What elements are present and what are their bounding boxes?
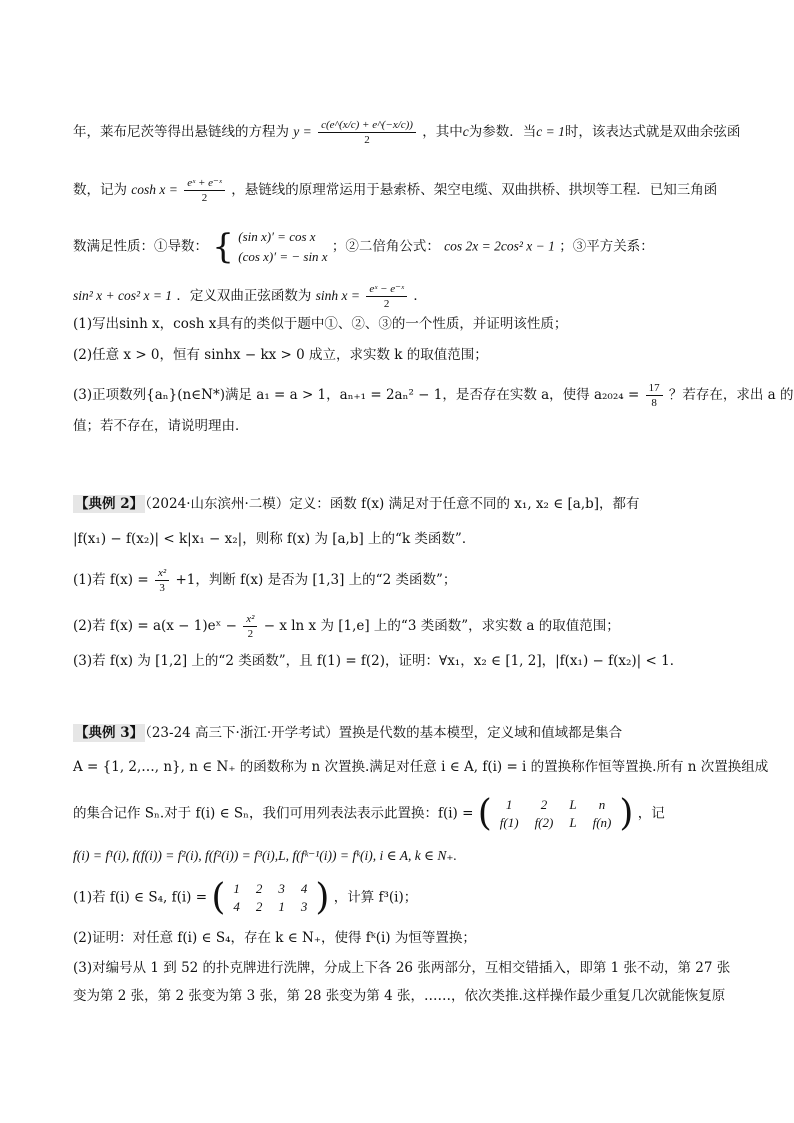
matrix-cell: L <box>569 815 577 830</box>
ex2-question-2 <box>73 612 734 641</box>
permutation-matrix <box>477 793 634 834</box>
matrix-cell: 1 <box>233 881 240 896</box>
fraction-numerator: eˣ + e⁻ˣ <box>184 176 225 191</box>
text: （23-24 高三下·浙江·开学考试）置换是代数的基本模型，定义域和值域都是集合 <box>145 725 623 741</box>
matrix-cell: f(n) <box>592 815 612 830</box>
fraction-denominator: 8 <box>651 397 657 409</box>
text: ？若存在，求出 a 的 <box>668 387 794 403</box>
equation-system <box>238 227 327 267</box>
p1-line1 <box>73 118 741 147</box>
ex2-header <box>73 494 734 514</box>
ex3-header <box>73 723 734 743</box>
ex3-line4: f(i) = f¹(i), f(f(i)) = f²(i), f(f²(i)) = f³(i),L, f(fᵏ⁻¹(i)) = fᵏ(i), i ∈ A, k ∈ N₊. <box>73 848 457 863</box>
math-inline: cosh x = <box>131 182 178 197</box>
matrix-cell: 2 <box>255 881 263 896</box>
fraction <box>243 612 257 641</box>
ex3-question-2: (2)证明：对任意 f(i) ∈ S₄，存在 k ∈ N₊，使得 fᵏ(i) 为恒等置换； <box>73 930 476 946</box>
matrix-cell: 4 <box>300 881 308 896</box>
matrix-cell: 1 <box>278 899 285 914</box>
matrix-cell: 2 <box>255 899 263 914</box>
text: ，记 <box>637 805 665 822</box>
text: （2024·山东滨州·二模）定义：函数 f(x) 满足对于任意不同的 x₁, x₂ ∈ [a,b]，都有 <box>145 496 640 512</box>
left-paren: ( <box>477 793 492 834</box>
fraction <box>184 176 225 205</box>
matrix-cell: f(1) <box>499 815 519 830</box>
text: ，其中 <box>422 124 463 140</box>
text: ．定义双曲正弦函数为 <box>176 288 312 304</box>
p1-line2 <box>73 176 734 205</box>
text: 为参数．当 <box>468 124 537 140</box>
text: ，计算 f³(i)； <box>333 889 418 906</box>
right-paren: ) <box>619 793 634 834</box>
fraction-numerator: x² <box>243 612 257 627</box>
matrix-cell: 4 <box>233 899 240 914</box>
matrix-cell: 2 <box>540 797 548 812</box>
math-inline: c = 1 <box>536 124 565 139</box>
equation-row: (cos x)′ = − sin x <box>238 249 328 264</box>
text: (2)若 f(x) = a(x − 1)eˣ − <box>73 618 237 634</box>
example-tag: 【典例 2】 <box>75 496 144 512</box>
matrix-cell: L <box>569 797 577 812</box>
p1-question-3-cont: 值；若不存在，请说明理由． <box>73 418 249 434</box>
text: +1，判断 f(x) 是否为 [1,3] 上的“2 类函数”； <box>175 572 457 588</box>
text: ；③平方关系： <box>559 238 654 255</box>
left-paren: ( <box>211 877 226 918</box>
fraction-numerator: 17 <box>646 381 663 396</box>
text: 时，该表达式就是双曲余弦函 <box>564 124 741 140</box>
fraction-numerator: c(e^(x/c) + e^(−x/c)) <box>318 118 416 133</box>
math-inline: c <box>462 124 469 139</box>
text: ，悬链线的原理常运用于悬索桥、架空电缆、双曲拱桥、拱坝等工程．已知三角函 <box>231 182 718 198</box>
text: (1)若 f(i) ∈ S₄, f(i) = <box>73 889 208 906</box>
ex2-question-1 <box>73 566 734 595</box>
fraction-denominator: 2 <box>383 298 390 310</box>
fraction-numerator: eˣ − e⁻ˣ <box>366 282 407 297</box>
text: − x ln x 为 [1,e] 上的“3 类函数”，求实数 a 的取值范围； <box>263 618 620 634</box>
p1-line3 <box>73 227 734 267</box>
p1-line4 <box>73 282 734 311</box>
matrix-cell: 3 <box>300 899 308 914</box>
text: ；②二倍角公式： <box>331 238 440 255</box>
math-inline: cos 2x = 2cos² x − 1 <box>444 238 555 254</box>
ex2-question-3: (3)若 f(x) 为 [1,2] 上的“2 类函数”，且 f(1) = f(2)，证明：∀x₁，x₂ ∈ [1, 2]，|f(x₁) − f(x₂)| < 1． <box>73 653 684 669</box>
fraction-numerator: x² <box>155 566 169 581</box>
right-paren: ) <box>315 877 330 918</box>
ex3-line2: A = {1, 2,…, n}, n ∈ N₊ 的函数称为 n 次置换.满足对任意 i ∈ A, f(i) = i 的置换称作恒等置换.所有 n 次置换组成 <box>73 759 769 775</box>
fraction-denominator: 2 <box>364 134 370 146</box>
text: (1)若 f(x) = <box>73 572 149 588</box>
fraction-denominator: 2 <box>201 192 208 204</box>
fraction-denominator: 3 <box>159 582 165 594</box>
text: 的集合记作 Sₙ.对于 f(i) ∈ Sₙ，我们可用列表法表示此置换：f(i) = <box>73 805 474 822</box>
fraction <box>366 282 407 311</box>
permutation-matrix <box>211 877 330 918</box>
p1-question-3 <box>73 381 794 410</box>
ex3-question-3: (3)对编号从 1 到 52 的扑克牌进行洗牌，分成上下各 26 张两部分，互相交错插入，即第 1 张不动，第 27 张 <box>73 960 731 976</box>
text: 数，记为 <box>73 182 127 198</box>
text: 数满足性质：①导数： <box>73 238 208 255</box>
ex3-line3 <box>73 793 734 834</box>
p1-question-2: (2)任意 x > 0，恒有 sinhx − kx > 0 成立，求实数 k 的取值范围； <box>73 347 488 363</box>
matrix-cell: n <box>598 797 606 812</box>
fraction-denominator: 2 <box>247 628 254 640</box>
example-tag: 【典例 3】 <box>75 725 144 741</box>
math-inline: y = <box>293 124 312 139</box>
ex2-line2: |f(x₁) − f(x₂)| < k|x₁ − x₂|，则称 f(x) 为 [a,b] 上的“k 类函数”． <box>73 531 476 547</box>
fraction <box>155 566 169 595</box>
fraction <box>646 381 663 410</box>
ex3-question-3-cont: 变为第 2 张，第 2 张变为第 3 张，第 28 张变为第 4 张，……，依次类推.这样操作最少重复几次就能恢复原 <box>73 988 726 1004</box>
text: 年，莱布尼茨等得出悬链线的方程为 <box>73 124 289 140</box>
fraction <box>318 118 416 147</box>
p1-question-1: (1)写出sinh x，cosh x具有的类似于题中①、②、③的一个性质，并证明该性质； <box>73 316 568 332</box>
matrix-cell: 1 <box>505 797 513 812</box>
equation-row: (sin x)′ = cos x <box>238 229 316 244</box>
text: (3)正项数列{aₙ}(n∈N*)满足 a₁ = a > 1，aₙ₊₁ = 2aₙ² − 1，是否存在实数 a，使得 a₂₀₂₄ = <box>73 387 640 403</box>
matrix-cell: 3 <box>278 881 285 896</box>
ex3-question-1 <box>73 877 734 918</box>
left-brace: { <box>212 227 234 267</box>
math-inline: sin² x + cos² x = 1 <box>73 288 173 303</box>
math-inline: sinh x = <box>315 288 361 303</box>
matrix-cell: f(2) <box>534 815 554 830</box>
text: ． <box>413 288 427 304</box>
